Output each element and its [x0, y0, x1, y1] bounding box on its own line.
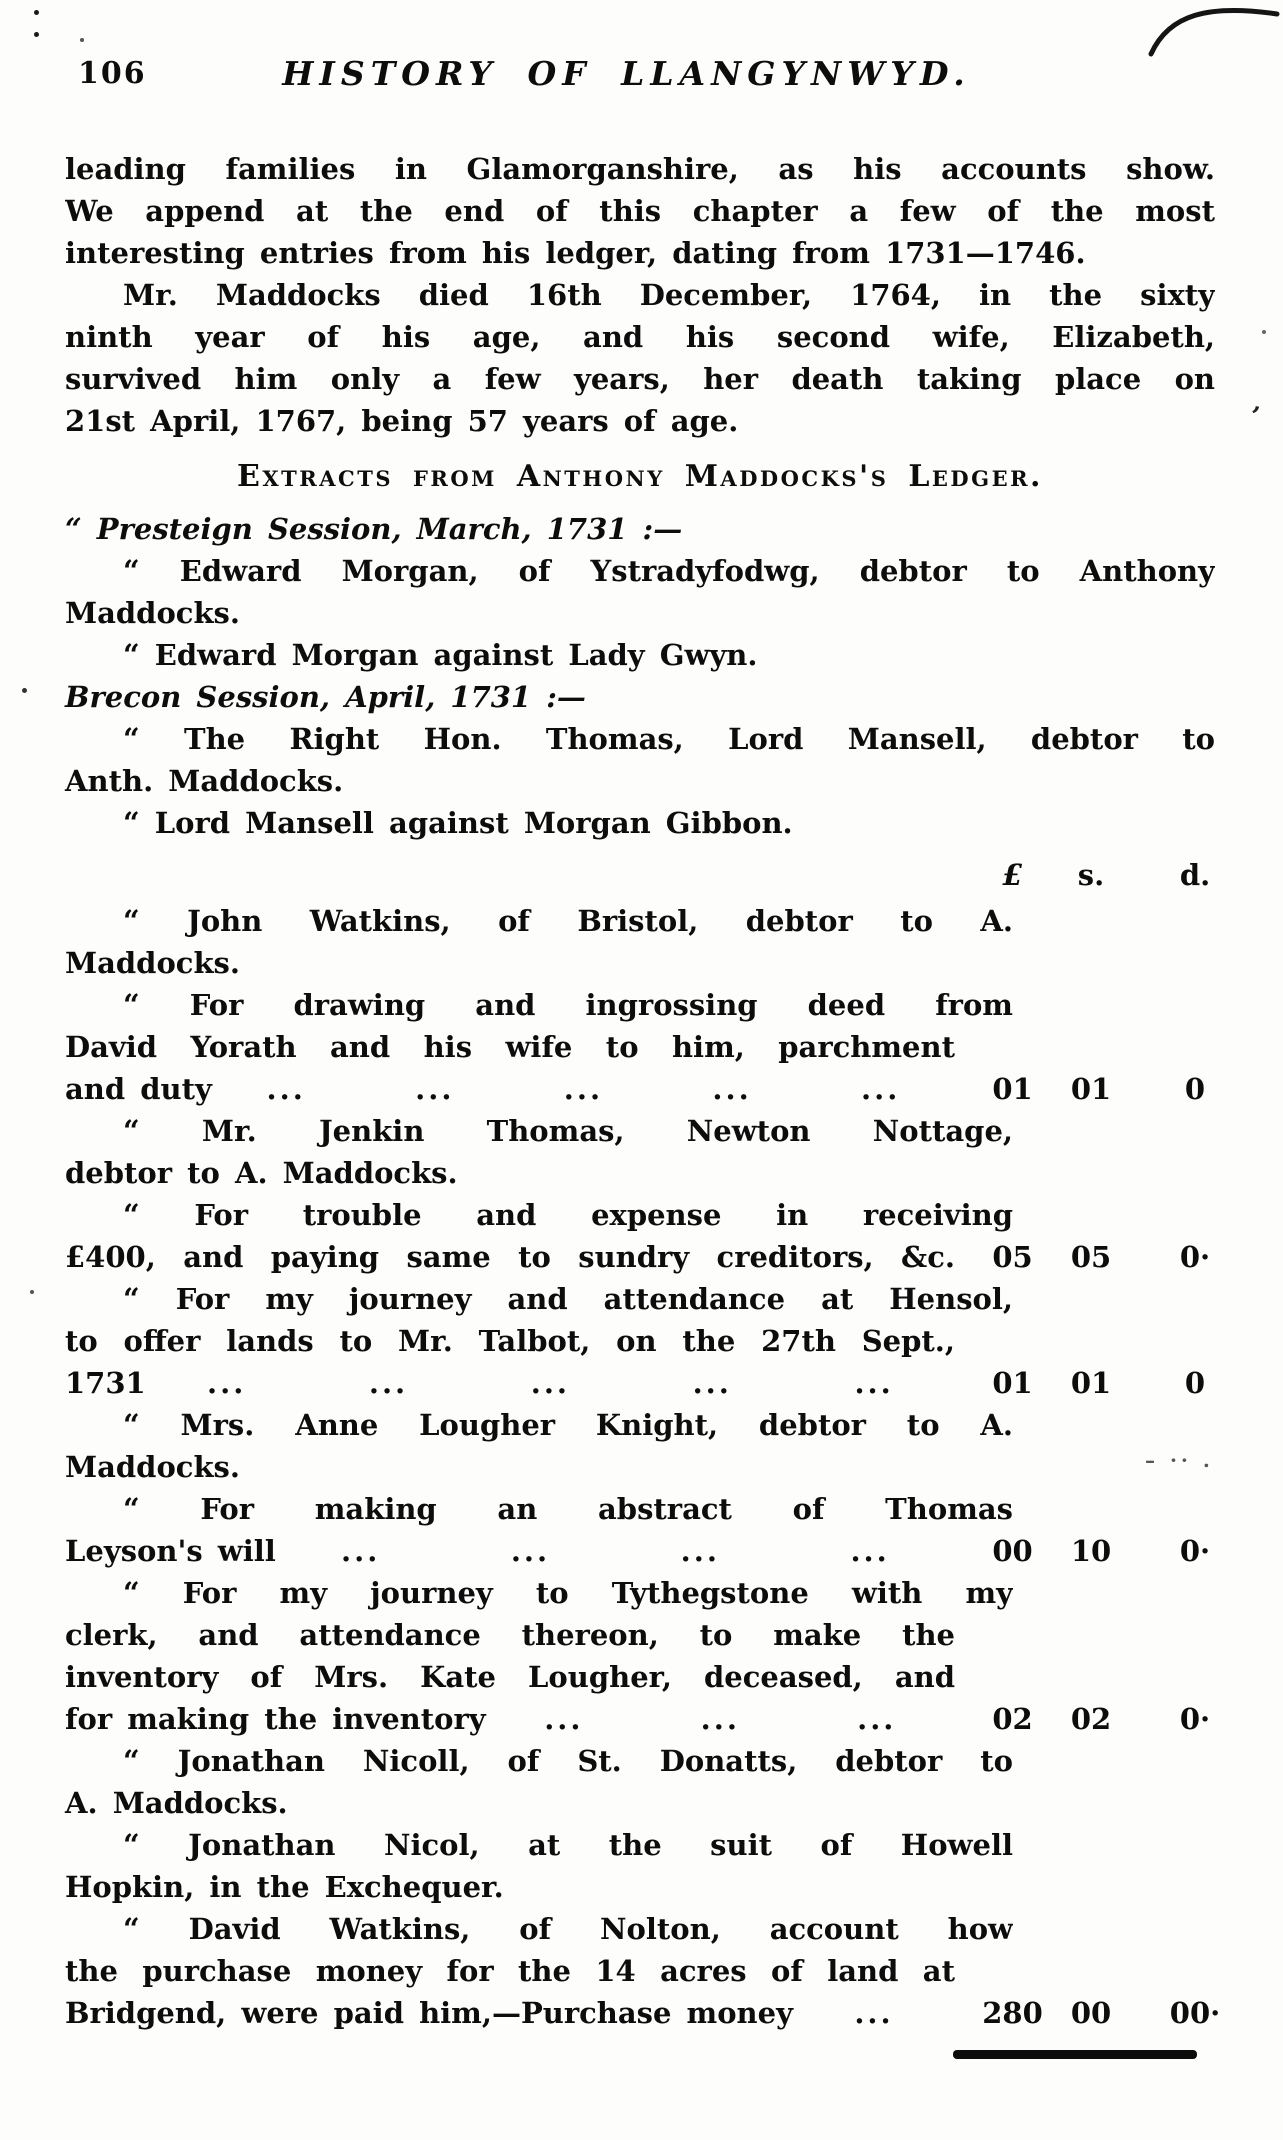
session-heading-line: [65, 676, 1215, 718]
scan-artifact-dot: [34, 10, 39, 15]
leader-line: [65, 1992, 955, 2034]
leader-line: [65, 1068, 955, 1110]
money-column-headers: [65, 858, 1215, 900]
ledger-entry: [65, 900, 1215, 984]
paragraph: [65, 148, 1215, 274]
entry-text: Leyson's will: [65, 1534, 276, 1568]
text-line: “ For drawing and ingrossing deed from: [123, 988, 1013, 1022]
scan-artifact-apostrophe: ’: [1246, 401, 1263, 433]
shillings-column-header: s.: [1077, 858, 1105, 892]
dot-leader: ...: [563, 1072, 604, 1106]
ledger-entry: [65, 802, 1215, 844]
text-line: “ For my journey and attendance at Hensol,: [123, 1282, 1013, 1316]
dot-leader: ...: [510, 1534, 551, 1568]
ledger-entry: [65, 1572, 1215, 1740]
ledger-entry: [65, 1908, 1221, 2034]
text-line: A. Maddocks.: [65, 1786, 288, 1820]
text-line: Brecon Session, April, 1731 :—: [65, 680, 586, 714]
scan-artifact-dot: [34, 32, 39, 37]
leader-line: [65, 1698, 955, 1740]
text-line: Maddocks.: [65, 1450, 240, 1484]
text-line: Mr. Maddocks died 16th December, 1764, in the sixty: [123, 278, 1215, 312]
page-header: [78, 54, 1215, 100]
text-line: to offer lands to Mr. Talbot, on the 27th Sept.,: [65, 1324, 955, 1358]
text-line: “ Jonathan Nicol, at the suit of Howell: [123, 1828, 1013, 1862]
scan-artifact-dot: [30, 1290, 34, 1294]
running-title: HISTORY OF LLANGYNWYD.: [282, 54, 971, 93]
entry-text: £400, and paying same to sundry creditors, &c.: [65, 1240, 955, 1274]
page-content: [65, 148, 1221, 2059]
ledger-amount-line: [65, 1992, 1221, 2034]
dot-leader: ...: [544, 1702, 584, 1736]
text-line: the purchase money for the 14 acres of land at: [65, 1954, 955, 1988]
dot-leader: ...: [861, 1072, 901, 1106]
bottom-rule: [953, 2050, 1197, 2059]
scan-artifact-dot: [1262, 330, 1266, 334]
ledger-entry: [65, 1404, 1215, 1488]
text-line: survived him only a few years, her death taking place on: [65, 362, 1215, 396]
dot-leader: ...: [854, 1366, 894, 1400]
text-line: “ Edward Morgan against Lady Gwyn.: [123, 638, 758, 672]
amount-pounds: 02: [992, 1702, 1033, 1736]
ledger-entries: [65, 900, 1221, 2034]
ledger-entry: [65, 984, 1215, 1110]
text-line: interesting entries from his ledger, dating from 1731—1746.: [65, 236, 1086, 270]
amount-pounds: 00: [992, 1534, 1033, 1568]
amount-pence: 0·: [1179, 1702, 1211, 1736]
text-line: Maddocks.: [65, 596, 240, 630]
text-line: “ Mrs. Anne Lougher Knight, debtor to A.: [123, 1408, 1013, 1442]
amount-pounds: 05: [992, 1240, 1033, 1274]
entry-text: 1731: [65, 1366, 146, 1400]
text-line: “ For making an abstract of Thomas: [123, 1492, 1013, 1526]
amount-pence: 0: [1184, 1072, 1206, 1106]
amount-shillings: 10: [1070, 1534, 1112, 1568]
amount-pence: 0·: [1179, 1240, 1211, 1274]
ledger-entry: [65, 1824, 1215, 1908]
text-line: “ Presteign Session, March, 1731 :—: [65, 512, 683, 546]
text-line: Hopkin, in the Exchequer.: [65, 1870, 504, 1904]
ledger-amount-line: [65, 1698, 1215, 1740]
session-heading-line: [65, 508, 1215, 550]
dot-leader: ...: [341, 1534, 381, 1568]
ledger-entry: [65, 1110, 1215, 1194]
text-line: Maddocks.: [65, 946, 240, 980]
paragraph: [65, 274, 1215, 442]
text-line: “ David Watkins, of Nolton, account how: [123, 1912, 1013, 1946]
amount-pounds: 01: [992, 1072, 1033, 1106]
text-line: 21st April, 1767, being 57 years of age.: [65, 404, 739, 438]
ledger-amount-line: [65, 1236, 1215, 1278]
ledger-section-heading: Extracts from Anthony Maddocks's Ledger.: [237, 459, 1043, 494]
ledger-amount-line: [65, 1530, 1215, 1572]
text-line: We append at the end of this chapter a few of the most: [65, 194, 1215, 228]
text-line: “ Jonathan Nicoll, of St. Donatts, debtor to: [123, 1744, 1013, 1778]
amount-shillings: 00: [1070, 1996, 1112, 2030]
amount-shillings: 01: [1070, 1366, 1112, 1400]
amount-pence: 0·: [1179, 1534, 1211, 1568]
dot-leader: ...: [415, 1072, 455, 1106]
text-line: “ The Right Hon. Thomas, Lord Mansell, debtor to: [123, 722, 1215, 756]
dot-leader: ...: [700, 1702, 740, 1736]
ledger-entry: [65, 1194, 1215, 1278]
dot-leader: ...: [680, 1534, 720, 1568]
dot-leader: ...: [266, 1072, 306, 1106]
text-line: “ John Watkins, of Bristol, debtor to A.: [123, 904, 1013, 938]
amount-pence: 00·: [1169, 1996, 1221, 2030]
amount-pounds: 280: [982, 1996, 1043, 2030]
scan-artifact-dot: [80, 38, 84, 42]
ledger-entry: [65, 1488, 1215, 1572]
dot-leader: ...: [712, 1072, 752, 1106]
text-line: Anth. Maddocks.: [65, 764, 344, 798]
amount-shillings: 05: [1070, 1240, 1112, 1274]
text-line: “ For trouble and expense in receiving: [123, 1198, 1013, 1232]
dot-leader: ...: [207, 1366, 247, 1400]
ledger-entry: [65, 1278, 1215, 1404]
text-line: leading families in Glamorganshire, as his accounts show.: [65, 152, 1215, 186]
pence-column-header: d.: [1179, 858, 1211, 892]
text-line: ninth year of his age, and his second wife, Elizabeth,: [65, 320, 1215, 354]
leader-line: [65, 1236, 955, 1278]
ledger-entry: [65, 634, 1215, 676]
amount-shillings: 02: [1070, 1702, 1112, 1736]
pounds-column-header: £: [1002, 858, 1023, 892]
intro-paragraphs: [65, 148, 1215, 442]
text-line: inventory of Mrs. Kate Lougher, deceased, and: [65, 1660, 955, 1694]
entry-text: and duty: [65, 1072, 212, 1106]
ledger-amount-line: [65, 1362, 1215, 1404]
entry-text: Bridgend, were paid him,—Purchase money: [65, 1996, 793, 2030]
amount-shillings: 01: [1070, 1072, 1112, 1106]
dot-leader: ...: [368, 1366, 409, 1400]
text-line: “ Mr. Jenkin Thomas, Newton Nottage,: [123, 1114, 1013, 1148]
amount-pounds: 01: [992, 1366, 1033, 1400]
text-line: clerk, and attendance thereon, to make the: [65, 1618, 955, 1652]
dot-leader: ...: [692, 1366, 732, 1400]
ledger-entry: [65, 1740, 1215, 1824]
dot-leader: ...: [857, 1702, 897, 1736]
ledger-entry: [65, 718, 1215, 802]
dot-leader: ...: [850, 1534, 890, 1568]
text-line: David Yorath and his wife to him, parchment: [65, 1030, 955, 1064]
entry-text: for making the inventory: [65, 1702, 486, 1736]
dot-leader: ...: [854, 1996, 894, 2030]
ledger-entry: [65, 550, 1215, 634]
ledger-amount-line: [65, 1068, 1215, 1110]
text-line: “ Edward Morgan, of Ystradyfodwg, debtor to Anthony: [123, 554, 1215, 588]
dot-leader: ...: [530, 1366, 571, 1400]
page-number: 106: [78, 56, 147, 91]
text-line: “ For my journey to Tythegstone with my: [123, 1576, 1013, 1610]
leader-line: [65, 1530, 955, 1572]
text-line: debtor to A. Maddocks.: [65, 1156, 458, 1190]
amount-pence: 0: [1184, 1366, 1206, 1400]
ledger-session-entries: [65, 508, 1215, 844]
scan-artifact-dashes: – ·· .: [1145, 1448, 1214, 1472]
leader-line: [65, 1362, 955, 1404]
text-line: “ Lord Mansell against Morgan Gibbon.: [123, 806, 793, 840]
scan-artifact-dot: [22, 688, 27, 693]
